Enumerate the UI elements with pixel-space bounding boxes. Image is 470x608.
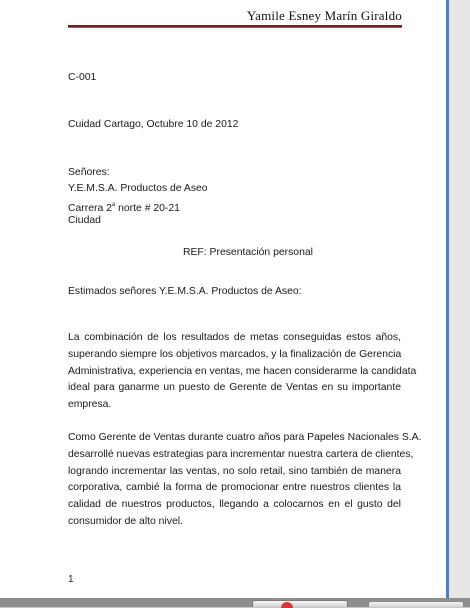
body-paragraph-1 bbox=[68, 330, 417, 414]
letter-reference: REF: Presentación personal bbox=[183, 247, 313, 258]
recipient-company: Y.E.M.S.A. Productos de Aseo bbox=[68, 183, 208, 194]
page-number: 1 bbox=[68, 574, 74, 585]
paragraph-line: superando siempre los objetivos marcados, y la finalización de Gerencia bbox=[68, 348, 402, 360]
paragraph-line: Como Gerente de Ventas durante cuatro años para Papeles Nacionales S.A. bbox=[68, 432, 422, 443]
paragraph-line: corporativa, cambié la forma de promocionar entre nuestros clientes la bbox=[68, 482, 401, 494]
address-suffix: norte # 20-21 bbox=[115, 203, 180, 214]
paragraph-line: desarrollé nuevas estrategias para incrementar nuestra cartera de clientes, bbox=[68, 448, 414, 460]
viewer-toolbar-button-left[interactable] bbox=[252, 600, 348, 607]
paragraph-line: consumidor de alto nivel. bbox=[68, 515, 183, 527]
letter-place-date: Cuidad Cartago, Octubre 10 de 2012 bbox=[68, 119, 239, 130]
body-paragraph-2 bbox=[68, 430, 422, 531]
recipient-city: Ciudad bbox=[68, 215, 101, 226]
paragraph-line: logrando incrementar las ventas, no solo retail, sino también de manera bbox=[68, 465, 401, 477]
header-rule-accent bbox=[68, 27, 402, 28]
paragraph-line: La combinación de los resultados de metas conseguidas estos años, bbox=[68, 332, 401, 343]
paragraph-line: empresa. bbox=[68, 399, 112, 411]
paragraph-line: calidad de nuestros productos, llegando a colocarnos en el gusto del bbox=[68, 499, 401, 511]
address-superscript: a bbox=[111, 202, 116, 208]
letter-greeting: Estimados señores Y.E.M.S.A. Productos de Aseo: bbox=[68, 286, 302, 297]
address-prefix: Carrera 2 bbox=[68, 203, 112, 214]
record-icon bbox=[281, 602, 293, 608]
viewer-gutter bbox=[449, 0, 470, 598]
paragraph-line: Administrativa, experiencia en ventas, me hacen considerarme la candidata bbox=[68, 365, 417, 377]
letter-code: C-001 bbox=[68, 72, 97, 83]
recipient-salutation: Señores: bbox=[68, 167, 110, 178]
paragraph-line: ideal para ganarme un puesto de Gerente de Ventas en su importante bbox=[68, 382, 401, 394]
viewer-toolbar-button-right[interactable] bbox=[368, 601, 464, 607]
header-author-name: Yamile Esney Marín Giraldo bbox=[246, 8, 402, 23]
